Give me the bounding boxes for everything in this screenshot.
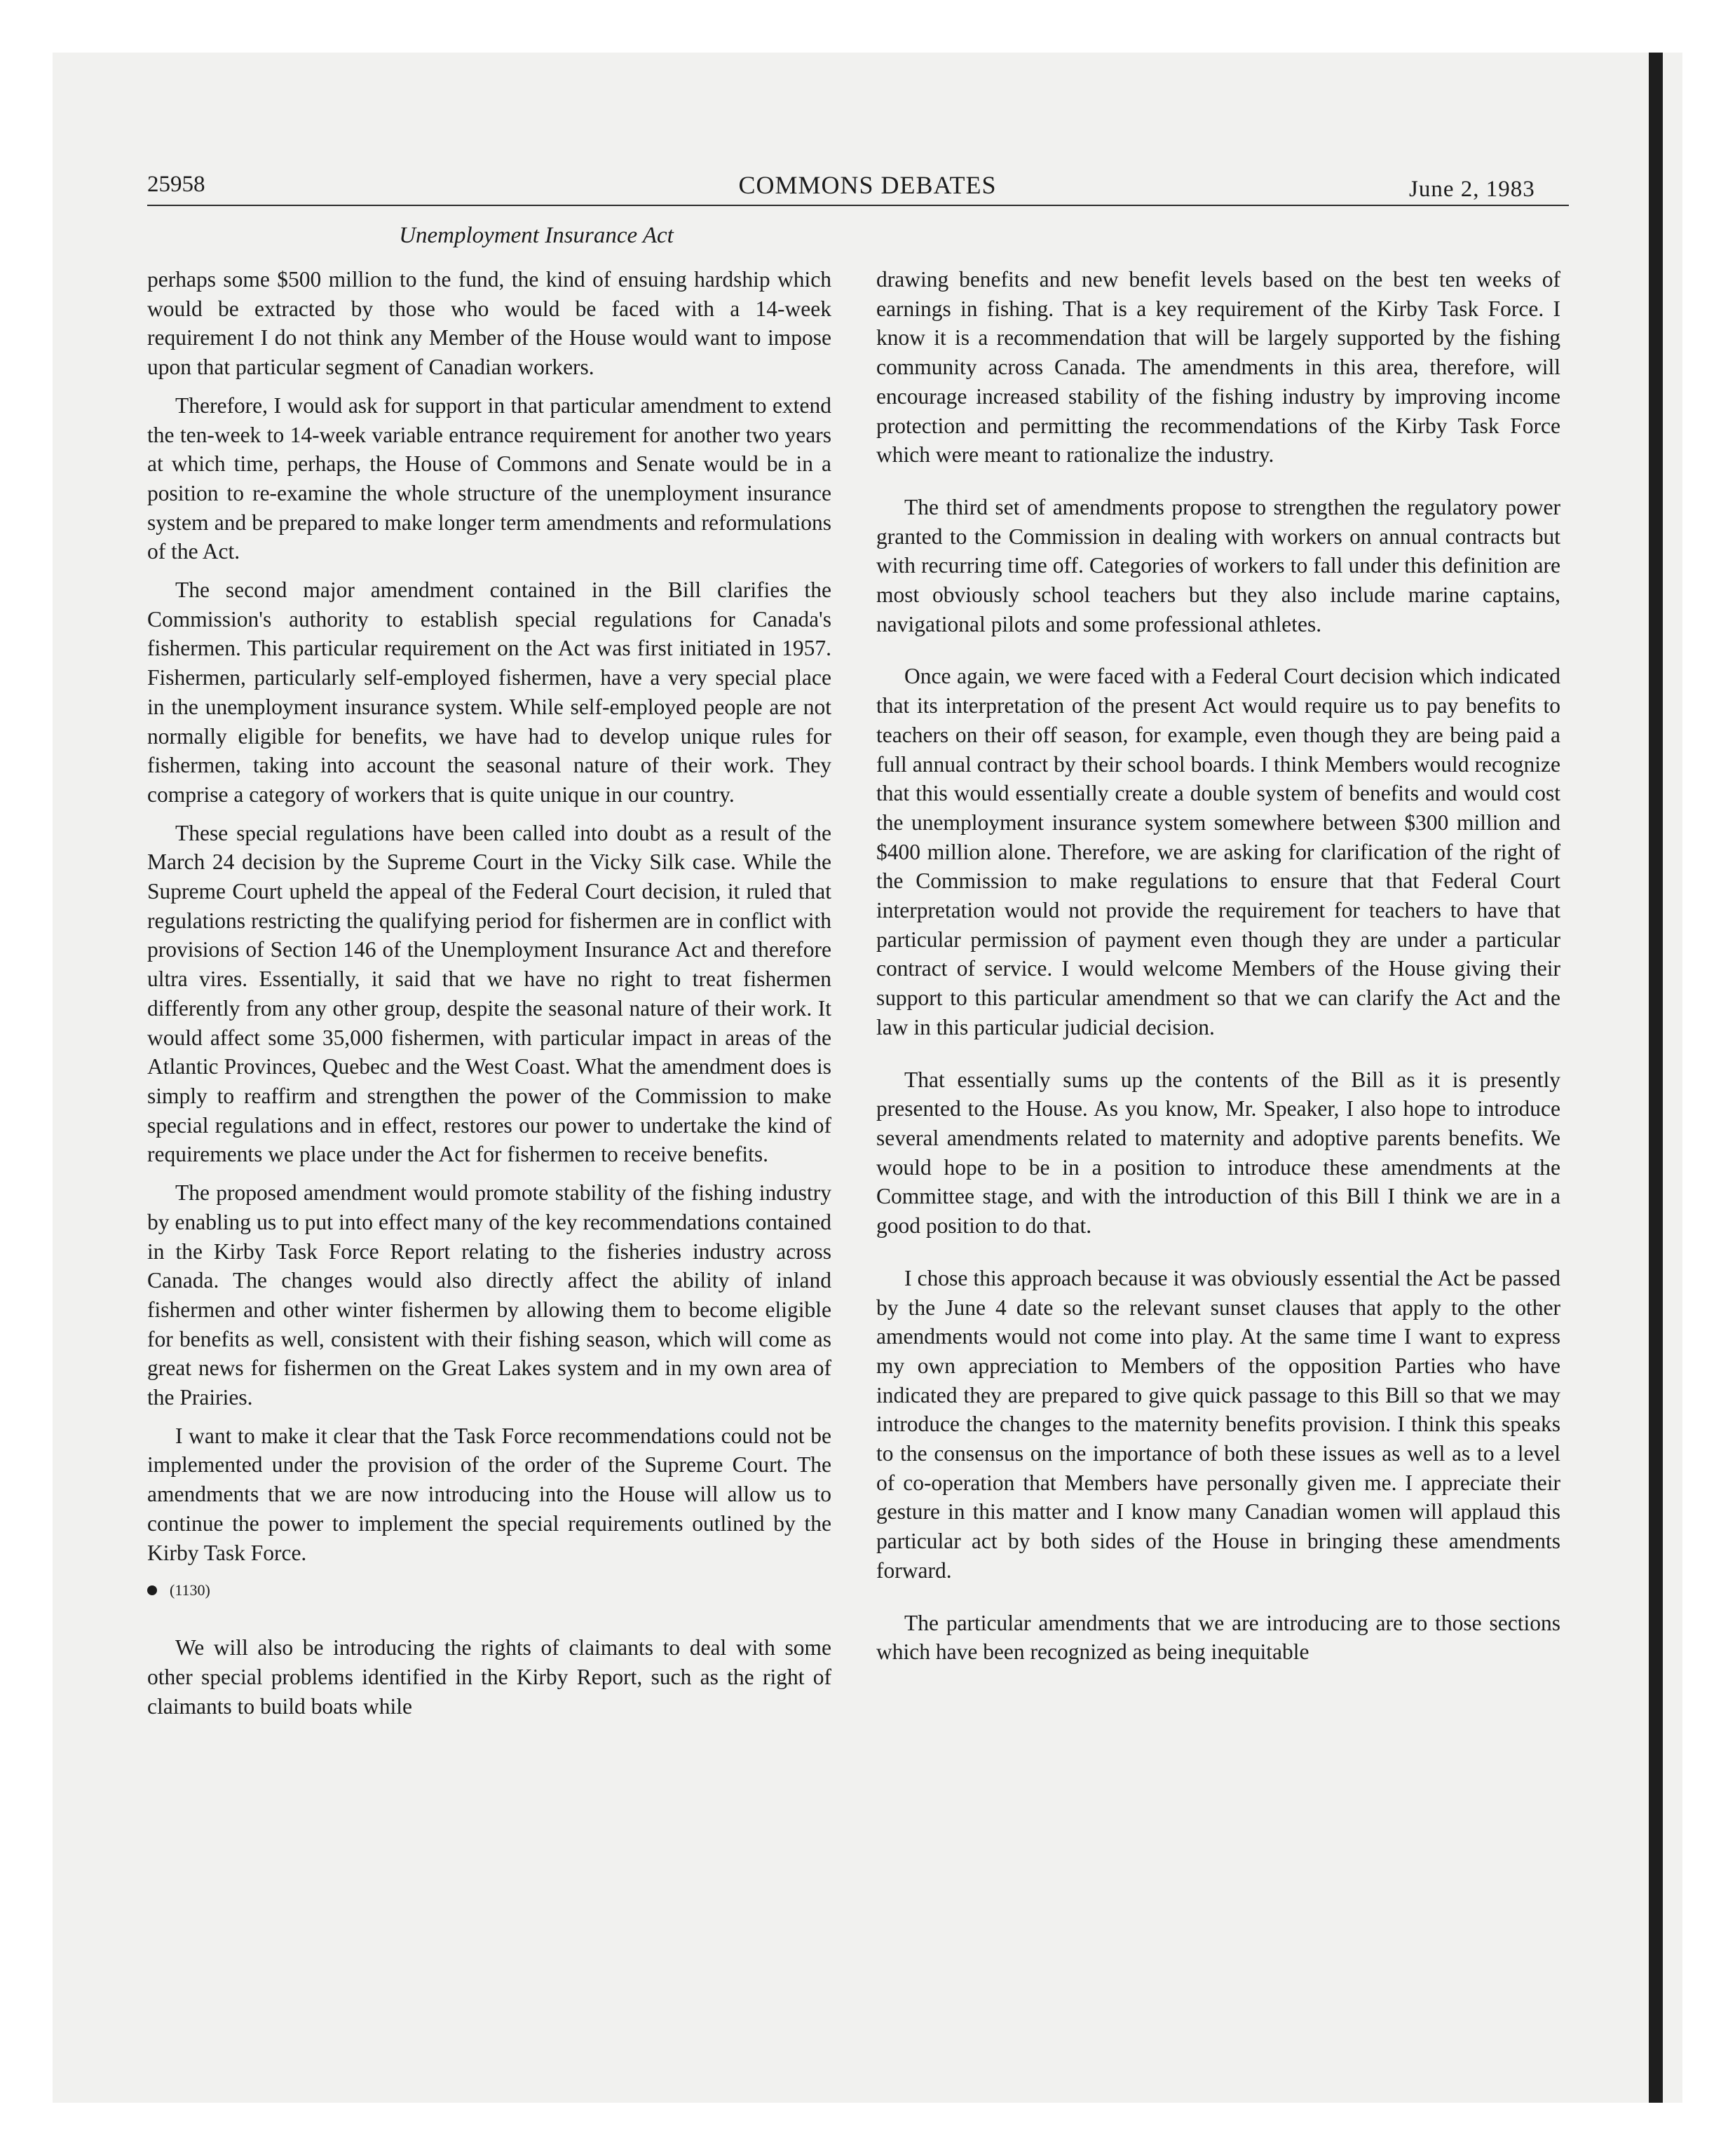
paragraph: perhaps some $500 million to the fund, the kind of ensuing hardship which would be extracted by those who would be faced with a 14-week requirement I do not think any Member of the House would want to impose upon that particular segment of Canadian workers. xyxy=(147,267,831,380)
timestamp-marker xyxy=(147,1580,831,1601)
bullet-icon xyxy=(147,1585,157,1595)
section-title: Unemployment Insurance Act xyxy=(399,223,674,248)
paragraph: These special regulations have been called into doubt as a result of the March 24 decision by the Supreme Court in the Vicky Silk case. While the Supreme Court upheld the appeal of the Federal Court decision, it ruled that regulations restricting the qualifying period for fishermen are in conflict with provisions of Section 146 of the Unemployment Insurance Act and therefore ultra vires. Essentially, it said that we have no right to treat fishermen differently from any other group, despite the seasonal nature of their work. It would affect some 35,000 fishermen, with particular impact in areas of the Atlantic Provinces, Quebec and the West Coast. What the amendment does is simply to reaffirm and strengthen the power of the Commission to make special regulations and in effect, restores our power to undertake the kind of requirements we place under the Act for fishermen to receive benefits. xyxy=(147,820,831,1167)
paragraph: The proposed amendment would promote stability of the fishing industry by enabling us to put into effect many of the key recommendations contained in the Kirby Task Force Report relating to the fisheries industry across Canada. The changes would also directly affect the ability of inland fishermen and other winter fishermen by allowing them to become eligible for benefits as well, consistent with their fishing season, which will come as great news for fishermen on the Great Lakes system and in my own area of the Prairies. xyxy=(147,1180,831,1410)
publication-title: COMMONS DEBATES xyxy=(738,171,997,199)
paragraph: The third set of amendments propose to strengthen the regulatory power granted to the Commission in dealing with workers on annual contracts but with recurring time off. Categories of workers to fall under this definition are most obviously school teachers but they also include marine captains, navigational pilots and some professional athletes. xyxy=(876,494,1560,636)
right-column xyxy=(876,265,1560,1690)
page-edge-shadow xyxy=(1649,53,1663,2103)
paragraph: We will also be introducing the rights of claimants to deal with some other special problems identified in the Kirby Report, such as the right of claimants to build boats while xyxy=(147,1635,831,1719)
page-number: 25958 xyxy=(147,172,205,197)
header-rule xyxy=(147,205,1569,206)
left-column xyxy=(147,265,831,1730)
paragraph: Therefore, I would ask for support in that particular amendment to extend the ten-week to 14-week variable entrance requirement for another two years at which time, perhaps, the House of Commons and Senate would be in a position to re-examine the whole structure of the unemployment insurance system and be prepared to make longer term amendments and reformulations of the Act. xyxy=(147,393,831,564)
publication-date: June 2, 1983 xyxy=(1409,177,1535,202)
paragraph: drawing benefits and new benefit levels based on the best ten weeks of earnings in fishing. That is a key requirement of the Kirby Task Force. I know it is a recommendation that will be largely supported by the fishing community across Canada. The amendments in this area, therefore, will encourage increased stability of the fishing industry by improving income protection and permitting the recommendations of the Kirby Task Force which were meant to rationalize the industry. xyxy=(876,267,1560,468)
paragraph: The second major amendment contained in the Bill clarifies the Commission's authority to establish special regulations for Canada's fishermen. This particular requirement on the Act was first initiated in 1957. Fishermen, particularly self-employed fishermen, have a very special place in the unemployment insurance system. While self-employed people are not normally eligible for benefits, we have had to develop unique rules for fishermen, taking into account the seasonal nature of their work. They comprise a category of workers that is quite unique in our country. xyxy=(147,578,831,807)
paragraph: I want to make it clear that the Task Force recommendations could not be implemented under the provision of the order of the Supreme Court. The amendments that we are now introducing into the House will allow us to continue the power to implement the special requirements outlined by the Kirby Task Force. xyxy=(147,1423,831,1565)
paragraph: The particular amendments that we are introducing are to those sections which have been recognized as being inequitable xyxy=(876,1610,1560,1665)
timestamp-label: (1130) xyxy=(170,1581,210,1599)
paragraph: Once again, we were faced with a Federal Court decision which indicated that its interpretation of the present Act would require us to pay benefits to teachers on their off season, for example, even though they are being paid a full annual contract by their school boards. I think Members would recognize that this would essentially create a double system of benefits and would cost the unemployment insurance system somewhere between $300 million and $400 million alone. Therefore, we are asking for clarification of the right of the Commission to make regulations to ensure that that Federal Court interpretation would not provide the requirement for teachers to have that particular permission of payment even though they are under a particular contract of service. I would welcome Members of the House giving their support to this particular amendment so that we can clarify the Act and the law in this particular judicial decision. xyxy=(876,664,1560,1039)
paragraph: That essentially sums up the contents of the Bill as it is presently presented to the House. As you know, Mr. Speaker, I also hope to introduce several amendments related to maternity and adoptive parents benefits. We would hope to be in a position to introduce these amendments at the Committee stage, and with the introduction of this Bill I think we are in a good position to do that. xyxy=(876,1067,1560,1239)
paragraph: I chose this approach because it was obviously essential the Act be passed by the June 4 date so the relevant sunset clauses that apply to the other amendments would not come into play. At the same time I want to express my own appreciation to Members of the opposition Parties who have indicated they are prepared to give quick passage to this Bill so that we may introduce the changes to the maternity benefits provision. I think this speaks to the consensus on the importance of both these issues as well as to a level of co-operation that Members have personally given me. I appreciate their gesture in this matter and I know many Canadian women will applaud this particular act by both sides of the House in bringing these amendments forward. xyxy=(876,1265,1560,1583)
